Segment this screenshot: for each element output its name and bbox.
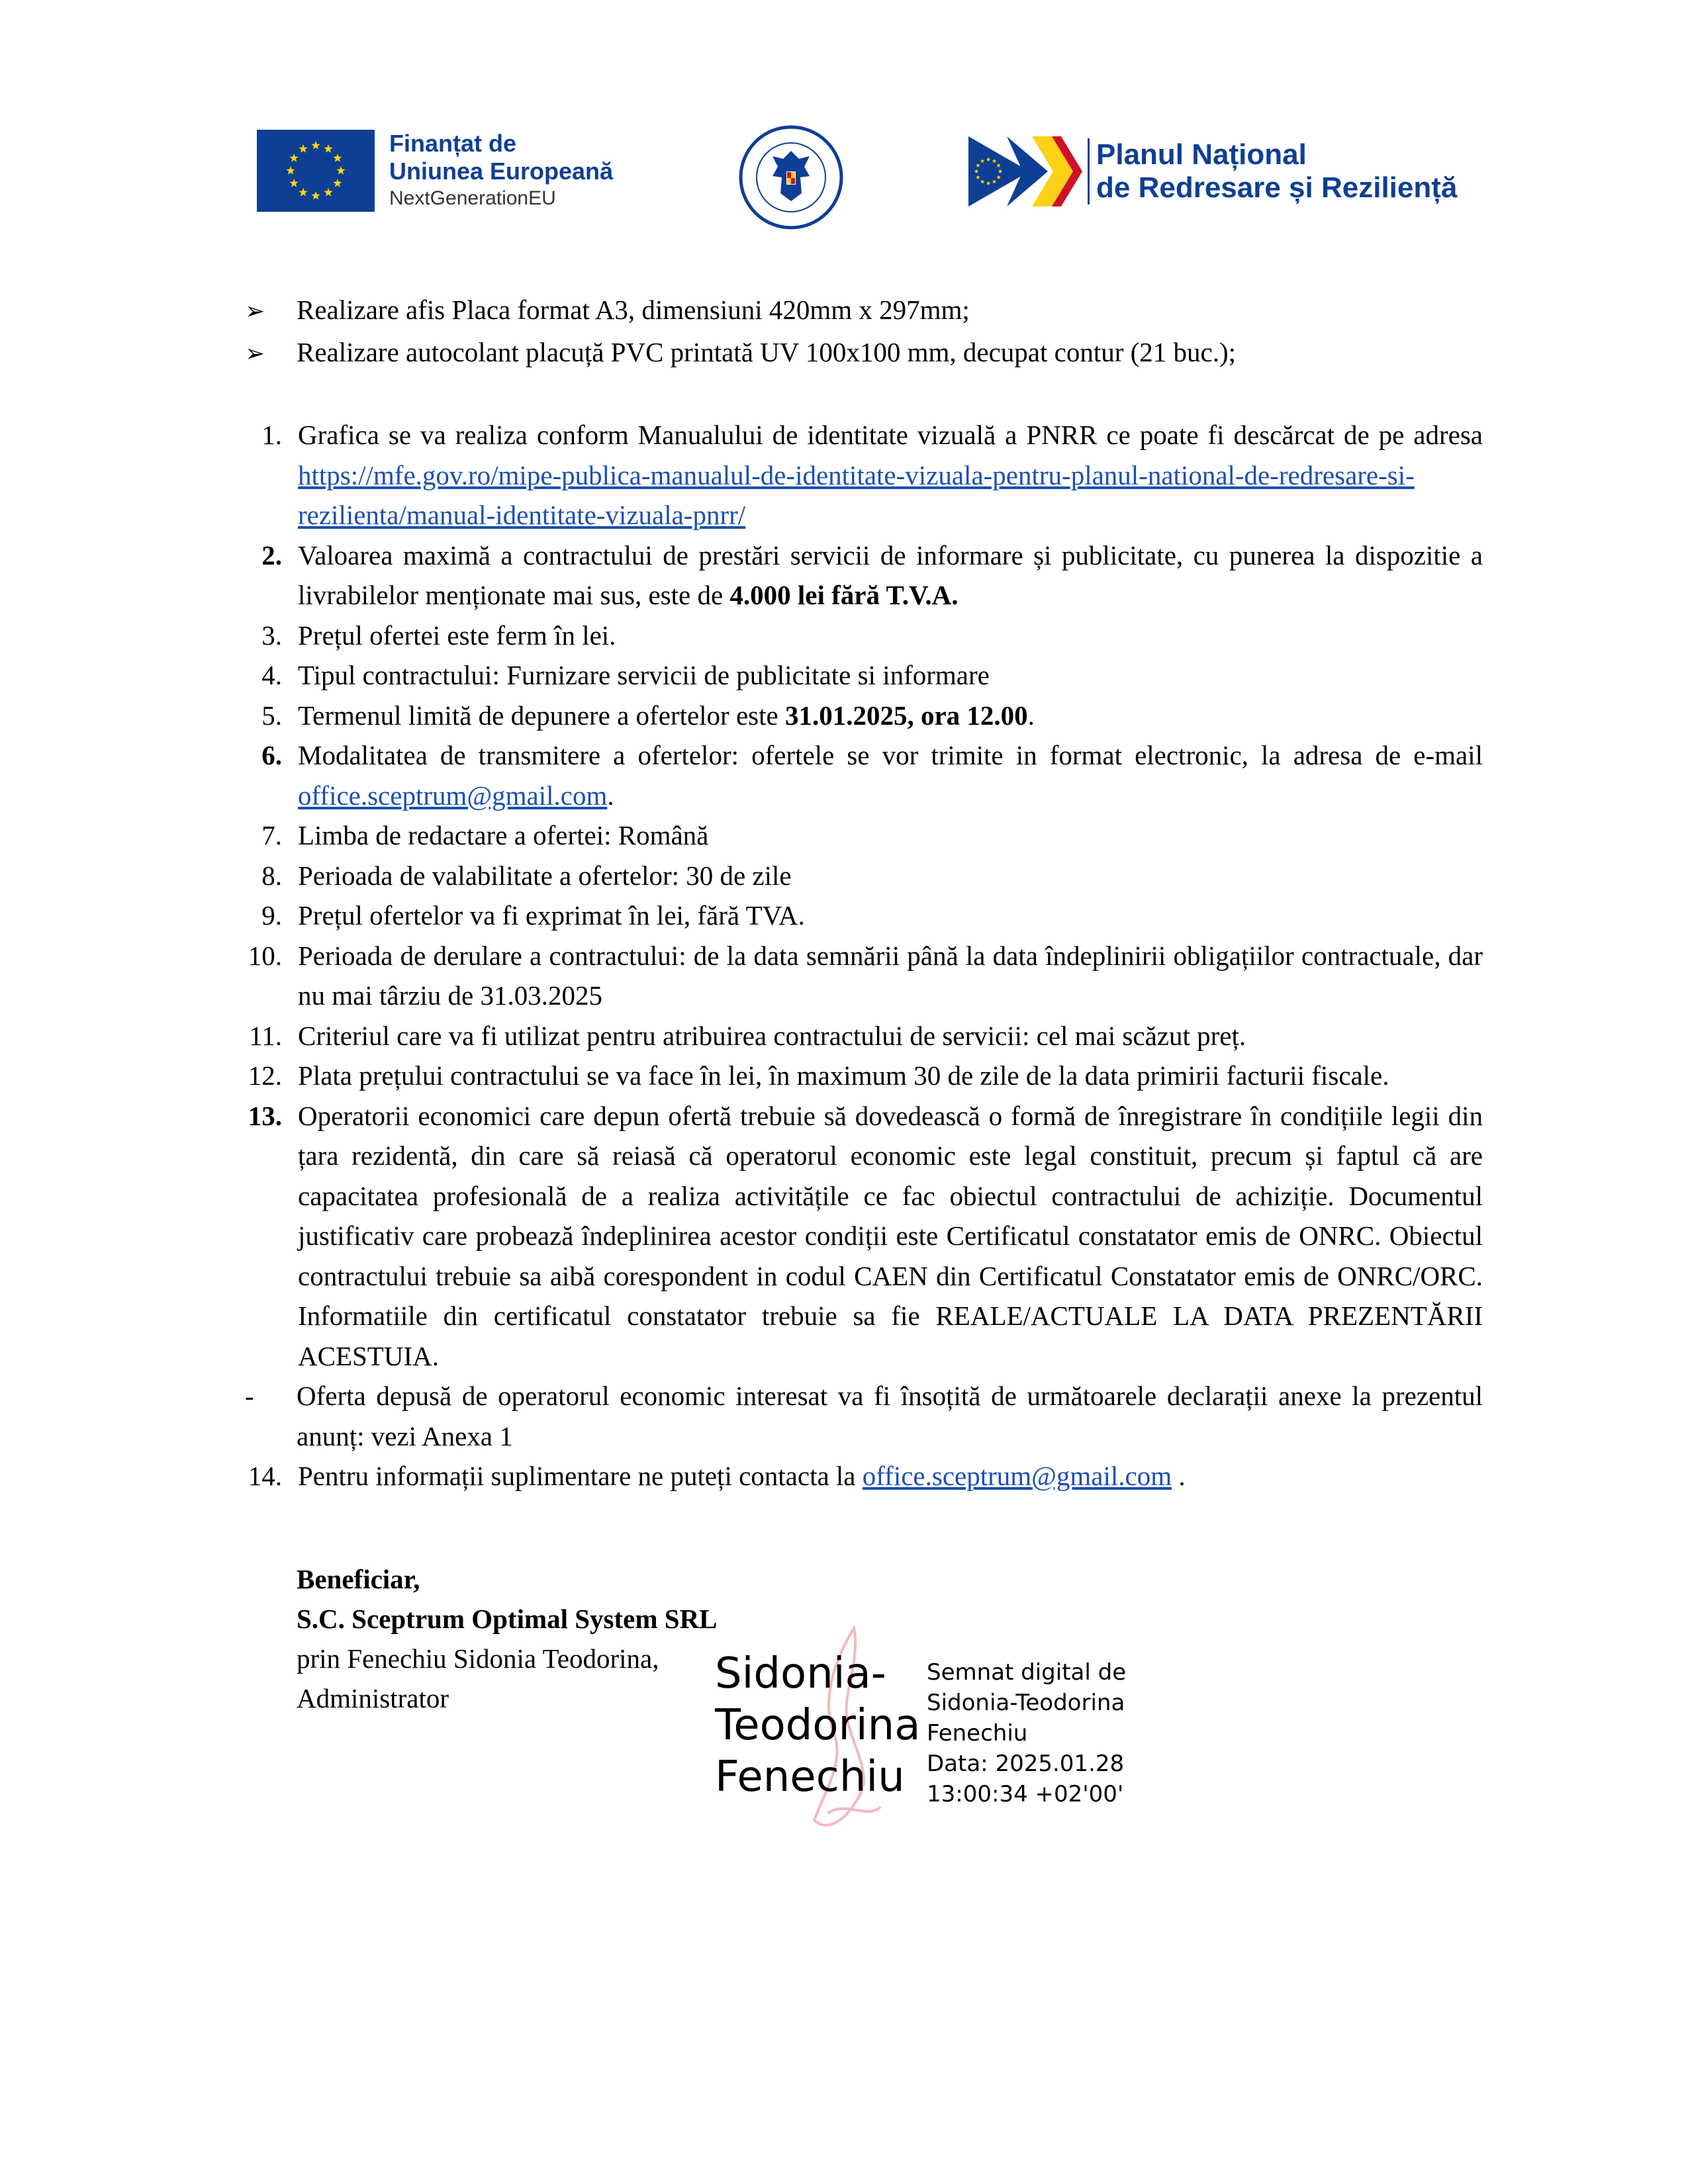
signature-date: Data: 2025.01.28: [927, 1751, 1125, 1777]
list-text: Limba de redactare a ofertei: Română: [298, 820, 709, 850]
signer-name-line: Fenechiu: [715, 1752, 905, 1801]
signatory-role: Administrator: [297, 1683, 449, 1713]
signer-name-line: Teodorina: [715, 1701, 921, 1750]
list-number: 9.: [261, 900, 282, 931]
list-item-12: [245, 1056, 1483, 1096]
company-name: S.C. Sceptrum Optimal System SRL: [297, 1604, 718, 1634]
eu-funding-text: [389, 130, 613, 212]
list-item-11: [245, 1016, 1483, 1056]
list-item-3: [245, 615, 1483, 656]
list-text: Criteriul care va fi utilizat pentru atribuirea contractului de servicii: cel mai scăzut preț.: [298, 1020, 1246, 1051]
list-item-8: [245, 856, 1483, 896]
list-text: [298, 535, 1483, 615]
max-value: 4.000 lei fără T.V.A.: [729, 580, 959, 610]
pnrr-logo: [968, 136, 1457, 206]
list-item-1: [245, 415, 1483, 535]
list-item-6: [245, 735, 1483, 815]
signer-name: [715, 1648, 920, 1803]
list-number: 11.: [249, 1020, 282, 1051]
signatory-name: prin Fenechiu Sidonia Teodorina,: [297, 1643, 659, 1674]
list-item-14: [245, 1456, 1483, 1496]
list-item-7: [245, 815, 1483, 856]
digital-signature: [715, 1648, 1192, 1833]
list-number: 4.: [261, 660, 282, 690]
list-dash: -: [245, 1381, 254, 1411]
eu-text-line3: NextGenerationEU: [389, 187, 556, 209]
eu-text-line1: Finanțat de: [389, 130, 517, 157]
list-item-5: [245, 696, 1483, 736]
list-item-10: [245, 936, 1483, 1016]
bullet-item: [245, 290, 1483, 332]
signature-time: 13:00:34 +02'00': [927, 1781, 1124, 1807]
list-text: Tipul contractului: Furnizare servicii de publicitate si informare: [298, 660, 990, 690]
email-link[interactable]: office.sceptrum@gmail.com: [862, 1461, 1172, 1491]
bullet-text: Realizare autocolant placuță PVC printată UV 100x100 mm, decupat contur (21 buc.);: [297, 336, 1237, 367]
list-number: 7.: [261, 820, 282, 850]
bullet-arrow-icon: ➢: [245, 340, 265, 367]
signature-details: [927, 1657, 1126, 1809]
list-item-4: [245, 655, 1483, 696]
list-number: 12.: [248, 1060, 282, 1091]
item-text-end: .: [1027, 700, 1035, 731]
item-text-end: .: [607, 780, 614, 811]
page-header: [0, 0, 1688, 238]
list-text: Perioada de valabilitate a ofertelor: 30 de zile: [298, 860, 792, 891]
signer-name-line: Sidonia-: [715, 1649, 886, 1698]
list-text: [298, 415, 1483, 535]
item-text: Modalitatea de transmitere a ofertelor: ofertele se vor trimite in format electronic, la adresa de e-mail: [298, 740, 1483, 770]
bullet-arrow-icon: ➢: [245, 298, 265, 325]
deadline: 31.01.2025, ora 12.00: [784, 700, 1028, 731]
item-text: Valoarea maximă a contractului de prestări servicii de informare și publicitate, cu punerea la dispozitie a livrabilelor menționate mai sus, este de: [298, 539, 1483, 610]
list-number: 13.: [248, 1100, 282, 1131]
pnrr-arrow-flag-icon: [968, 136, 1082, 206]
bullet-item: [245, 332, 1483, 375]
list-text: [298, 1456, 1483, 1496]
list-text: [298, 696, 1483, 736]
list-number: 3.: [261, 619, 282, 651]
pnrr-manual-link[interactable]: https://mfe.gov.ro/mipe-publica-manualul-de-identitate-vizuala-pentru-planul-national-de-redresare-si-rezilienta/manual-identitate-vizuala-pnrr/: [298, 459, 1415, 530]
eu-text-line2: Uniunea Europeană: [389, 158, 614, 185]
list-number: 2.: [261, 539, 282, 570]
signature-detail-line: Sidonia-Teodorina: [927, 1690, 1125, 1716]
list-text: [298, 735, 1483, 815]
list-number: 14.: [248, 1461, 282, 1491]
pnrr-text-line2: de Redresare și Reziliență: [1096, 171, 1458, 204]
signature-detail-line: Semnat digital de: [927, 1659, 1127, 1686]
list-item-9: [245, 895, 1483, 936]
item-text: Grafica se va realiza conform Manualului de identitate vizuală a PNRR ce poate fi descărcat de pe adresa: [298, 420, 1483, 450]
signature-detail-line: Fenechiu: [927, 1720, 1028, 1747]
document-body: [245, 290, 1483, 1496]
eu-flag-icon: [257, 130, 375, 212]
list-item-dash: [245, 1376, 1483, 1456]
list-number: 8.: [261, 860, 282, 891]
list-text: Plata prețului contractului se va face în lei, în maximum 30 de zile de la data primirii facturii fiscale.: [298, 1060, 1389, 1091]
bullet-text: Realizare afis Placa format A3, dimensiuni 420mm x 297mm;: [297, 295, 970, 325]
item-text-end: .: [1172, 1461, 1186, 1491]
list-text: Perioada de derulare a contractului: de la data semnării până la data îndeplinirii obligațiilor contractuale, dar nu mai târziu de 31.03.2025: [298, 940, 1483, 1011]
list-number: 5.: [261, 700, 282, 731]
pnrr-logo-text: [1088, 138, 1457, 205]
list-number: 10.: [248, 940, 282, 971]
list-text: Prețul ofertei este ferm în lei.: [298, 619, 616, 651]
signature-block: [297, 1559, 718, 1718]
list-number: 1.: [261, 420, 282, 450]
romanian-government-seal-icon: [738, 124, 844, 230]
list-item-13: [245, 1096, 1483, 1377]
list-item-2: [245, 535, 1483, 615]
spacer: [245, 374, 1483, 415]
list-text: Prețul ofertelor va fi exprimat în lei, fără TVA.: [298, 900, 805, 931]
list-text: Operatorii economici care depun ofertă trebuie să dovedească o formă de înregistrare în condițiile legii din țara rezidentă, din care să reiasă că operatorul economic este legal constituit, precum și faptul că are capacitatea profesională de a realiza activitățile ce fac obiectul contractului de achiziție. Documentul justificativ care probează îndeplinirea acestor condiții este Certificatul constatator emis de ONRC. Obiectul contractului trebuie sa aibă corespondent in codul CAEN din Certificatul Constatator emis de ONRC/ORC. Informatiile din certificatul constatator trebuie sa fie REALE/ACTUALE LA DATA PREZENTĂRII ACESTUIA.: [298, 1100, 1483, 1371]
list-number: 6.: [261, 740, 282, 770]
item-text: Termenul limită de depunere a ofertelor este: [298, 700, 785, 731]
beneficiary-label: Beneficiar,: [297, 1564, 420, 1594]
pnrr-text-line1: Planul Național: [1096, 138, 1307, 171]
eu-funding-logo: [257, 130, 613, 212]
list-text: Oferta depusă de operatorul economic interesat va fi însoțită de următoarele declarații anexe la prezentul anunț: vezi Anexa 1: [297, 1381, 1483, 1451]
email-link[interactable]: office.sceptrum@gmail.com: [298, 780, 608, 811]
item-text: Pentru informații suplimentare ne puteți contacta la: [298, 1461, 863, 1491]
